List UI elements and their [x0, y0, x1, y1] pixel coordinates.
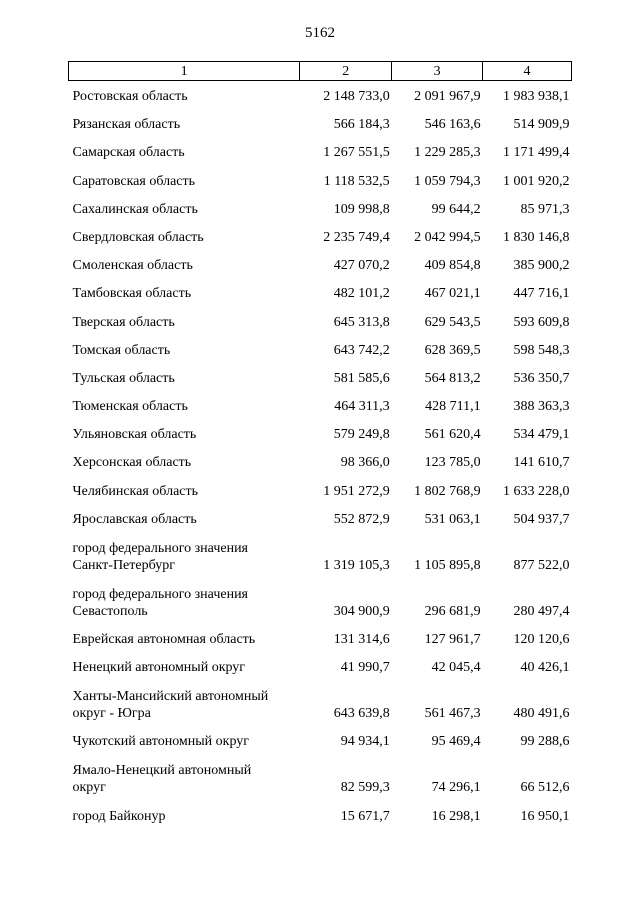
table-row	[69, 274, 572, 302]
value-col-4: 141 610,7	[513, 455, 570, 471]
table-body	[69, 81, 572, 825]
value-col-4: 388 363,3	[513, 399, 570, 415]
table-row	[69, 387, 572, 415]
region-name: Рязанская область	[72, 117, 181, 133]
region-name-cell	[69, 161, 300, 189]
region-name: Томская область	[72, 342, 171, 358]
region-name-cell	[69, 471, 300, 499]
region-name-cell	[69, 443, 300, 471]
value-col-2: 304 900,9	[333, 603, 390, 619]
region-name: Санкт-Петербург	[72, 557, 175, 573]
value-col-2: 482 101,2	[333, 286, 390, 302]
region-name: Тульская область	[72, 370, 175, 386]
region-name-cell	[69, 796, 300, 824]
value-col-3: 16 298,1	[431, 808, 481, 824]
value-col-2: 643 639,8	[333, 706, 390, 722]
region-name-cell	[69, 574, 300, 620]
table-row	[69, 302, 572, 330]
value-col-4: 447 716,1	[513, 286, 570, 302]
value-col-2: 464 311,3	[334, 399, 390, 415]
region-name: Севастополь	[72, 603, 148, 619]
region-name-cell	[69, 387, 300, 415]
region-name: округ - Югра	[72, 706, 151, 722]
value-col-2: 98 366,0	[340, 455, 390, 471]
value-col-2: 82 599,3	[340, 780, 390, 796]
value-col-4: 385 900,2	[513, 258, 570, 274]
value-col-4: 593 609,8	[513, 314, 570, 330]
table-row	[69, 415, 572, 443]
region-name-cell	[69, 500, 300, 528]
value-col-4: 120 120,6	[513, 632, 570, 647]
value-col-2: 2 148 733,0	[323, 89, 390, 104]
value-col-4: 99 288,6	[520, 734, 570, 750]
table-row	[69, 620, 572, 648]
region-name: Чукотский автономный округ	[72, 734, 250, 750]
table-row	[69, 218, 572, 246]
region-name: Тверская область	[72, 314, 175, 330]
value-col-3: 409 854,8	[424, 258, 481, 274]
value-col-3: 1 229 285,3	[414, 145, 481, 161]
value-col-4: 480 491,6	[513, 706, 570, 722]
region-name: Ярославская область	[72, 511, 197, 527]
value-col-3: 531 063,1	[424, 511, 481, 527]
value-col-2: 427 070,2	[333, 258, 390, 274]
value-col-3: 95 469,4	[431, 734, 481, 750]
value-col-4: 514 909,9	[513, 117, 570, 133]
region-name: Смоленская область	[72, 258, 193, 274]
page-number: 5162	[305, 25, 335, 41]
table-row	[69, 81, 572, 106]
region-name: город Байконур	[72, 808, 166, 824]
value-col-2: 15 671,7	[340, 808, 390, 824]
value-col-4: 40 426,1	[520, 660, 570, 676]
budget-table	[68, 61, 572, 825]
table-row	[69, 246, 572, 274]
region-name-cell	[69, 190, 300, 218]
table-row	[69, 500, 572, 528]
region-name: Свердловская область	[72, 229, 204, 245]
region-name: Челябинская область	[72, 483, 198, 499]
region-name: округ	[72, 780, 106, 796]
region-name-cell	[69, 750, 300, 796]
value-col-2: 1 267 551,5	[323, 145, 390, 161]
region-name-cell	[69, 331, 300, 359]
value-col-2: 581 585,6	[333, 370, 390, 386]
value-col-4: 1 633 228,0	[503, 483, 570, 499]
table-row	[69, 105, 572, 133]
region-name-cell	[69, 105, 300, 133]
header-row	[69, 62, 572, 81]
region-name-cell	[69, 359, 300, 387]
value-col-4: 280 497,4	[513, 603, 570, 619]
value-col-3: 296 681,9	[424, 603, 481, 619]
region-name: город федерального значения	[72, 586, 248, 602]
value-col-3: 1 802 768,9	[414, 483, 481, 499]
value-col-2: 2 235 749,4	[323, 229, 390, 245]
table-row	[69, 722, 572, 750]
table-row	[69, 359, 572, 387]
value-col-4: 66 512,6	[520, 780, 570, 796]
region-name: город федерального значения	[72, 540, 248, 556]
value-col-3: 546 163,6	[424, 117, 481, 133]
value-col-3: 74 296,1	[431, 780, 481, 796]
value-col-3: 123 785,0	[424, 455, 481, 471]
table-row	[69, 443, 572, 471]
value-col-3: 1 105 895,8	[414, 557, 481, 573]
value-col-2: 109 998,8	[333, 201, 390, 217]
value-col-3: 561 467,3	[424, 706, 481, 722]
region-name-cell	[69, 415, 300, 443]
value-col-2: 1 118 532,5	[323, 173, 390, 189]
region-name: Самарская область	[72, 145, 185, 161]
value-col-2: 41 990,7	[340, 660, 390, 676]
table-row	[69, 331, 572, 359]
value-col-4: 504 937,7	[513, 511, 570, 527]
region-name-cell	[69, 648, 300, 676]
value-col-3: 2 091 967,9	[414, 89, 481, 104]
region-name-cell	[69, 676, 300, 722]
value-col-3: 629 543,5	[424, 314, 481, 330]
value-col-4: 534 479,1	[513, 427, 570, 443]
value-col-2: 645 313,8	[333, 314, 390, 330]
value-col-4: 598 548,3	[513, 342, 570, 358]
region-name: Ямало-Ненецкий автономный	[72, 763, 252, 779]
value-col-3: 467 021,1	[424, 286, 481, 302]
value-col-4: 85 971,3	[520, 201, 570, 217]
region-name: Тюменская область	[72, 399, 188, 415]
table-row	[69, 471, 572, 499]
region-name-cell	[69, 246, 300, 274]
value-col-4: 1 171 499,4	[503, 145, 570, 161]
value-col-2: 552 872,9	[333, 511, 390, 527]
table-row	[69, 133, 572, 161]
table-row	[69, 648, 572, 676]
header-col-2: 2	[300, 62, 392, 81]
region-name-cell	[69, 528, 300, 574]
region-name: Ростовская область	[72, 89, 188, 104]
region-name: Херсонская область	[72, 455, 192, 471]
value-col-2: 566 184,3	[333, 117, 390, 133]
value-col-4: 536 350,7	[513, 370, 570, 386]
value-col-3: 628 369,5	[424, 342, 481, 358]
value-col-4: 1 001 920,2	[503, 173, 570, 189]
value-col-3: 428 711,1	[425, 399, 481, 415]
table-row	[69, 574, 572, 620]
table-row	[69, 796, 572, 824]
region-name: Тамбовская область	[72, 286, 192, 302]
value-col-4: 1 830 146,8	[503, 229, 570, 245]
region-name-cell	[69, 81, 300, 106]
value-col-3: 127 961,7	[424, 632, 481, 647]
region-name: Еврейская автономная область	[72, 632, 256, 647]
region-name-cell	[69, 620, 300, 648]
region-name-cell	[69, 218, 300, 246]
header-col-4: 4	[483, 62, 572, 81]
region-name: Сахалинская область	[72, 201, 198, 217]
table-row	[69, 161, 572, 189]
region-name-cell	[69, 302, 300, 330]
value-col-2: 1 951 272,9	[323, 483, 390, 499]
value-col-3: 564 813,2	[424, 370, 481, 386]
region-name: Ханты-Мансийский автономный	[72, 689, 269, 705]
region-name-cell	[69, 722, 300, 750]
table-row	[69, 528, 572, 574]
header-col-1: 1	[69, 62, 300, 81]
table-row	[69, 750, 572, 796]
region-name-cell	[69, 133, 300, 161]
value-col-4: 1 983 938,1	[503, 89, 570, 104]
value-col-2: 579 249,8	[333, 427, 390, 443]
region-name-cell	[69, 274, 300, 302]
value-col-3: 42 045,4	[431, 660, 481, 676]
value-col-2: 131 314,6	[333, 632, 390, 647]
region-name: Ненецкий автономный округ	[72, 660, 246, 676]
value-col-3: 561 620,4	[424, 427, 481, 443]
table-row	[69, 190, 572, 218]
region-name: Ульяновская область	[72, 427, 197, 443]
value-col-3: 2 042 994,5	[414, 229, 481, 245]
table-row	[69, 676, 572, 722]
header-col-3: 3	[392, 62, 483, 81]
value-col-2: 643 742,2	[333, 342, 390, 358]
value-col-2: 94 934,1	[340, 734, 390, 750]
region-name: Саратовская область	[72, 173, 196, 189]
value-col-3: 1 059 794,3	[414, 173, 481, 189]
value-col-4: 877 522,0	[513, 557, 570, 573]
table-header	[69, 62, 572, 81]
value-col-4: 16 950,1	[520, 808, 570, 824]
value-col-2: 1 319 105,3	[323, 557, 390, 573]
value-col-3: 99 644,2	[431, 201, 481, 217]
